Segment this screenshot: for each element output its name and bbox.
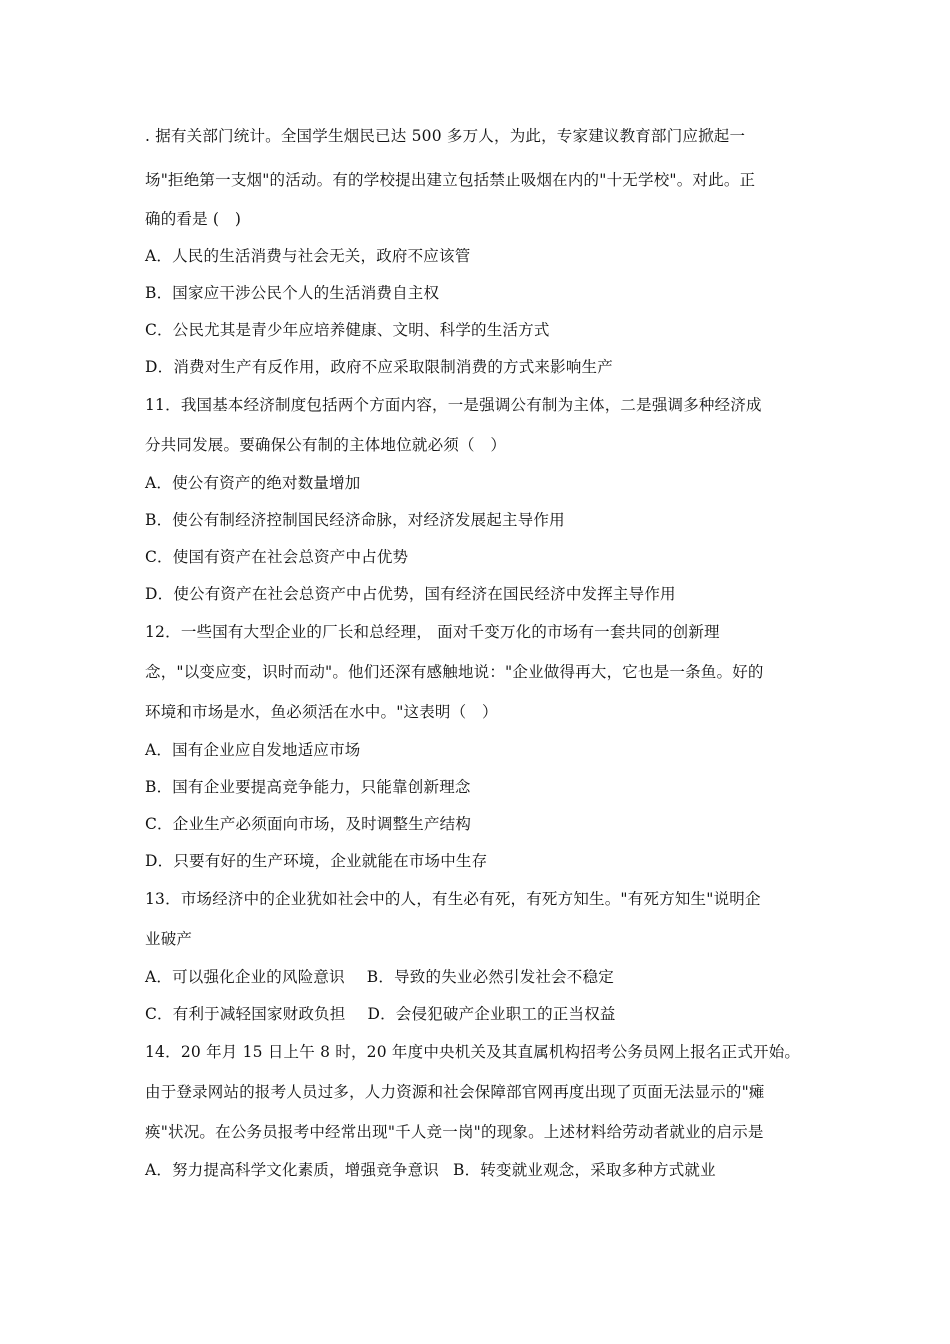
- question-12-option-d: D．只要有好的生产环境，企业就能在市场中生存: [145, 852, 488, 870]
- question-12-option-c: C．企业生产必须面向市场，及时调整生产结构: [145, 815, 472, 833]
- question-11-option-c: C．使国有资产在社会总资产中占优势: [145, 548, 409, 566]
- question-14-stem-line-2: 由于登录网站的报考人员过多，人力资源和社会保障部官网再度出现了页面无法显示的"瘫: [145, 1083, 765, 1101]
- question-12-stem-line-3: 环境和市场是水，鱼必须活在水中。"这表明（ ）: [145, 703, 498, 721]
- question-14-option-row-1: [145, 1160, 825, 1180]
- question-14-option-b: B．转变就业观念，采取多种方式就业: [453, 1161, 716, 1179]
- question-13-option-a: A．可以强化企业的风险意识: [145, 968, 345, 986]
- question-10-stem-line-1: . 据有关部门统计。全国学生烟民已达 500 多万人，为此，专家建议教育部门应掀起一: [145, 127, 746, 145]
- question-13-stem-line-2: 业破产: [145, 930, 193, 948]
- question-12-stem-line-2: 念，"以变应变，识时而动"。他们还深有感触地说："企业做得再大，它也是一条鱼。好的: [145, 663, 764, 681]
- question-13-option-d: D．会侵犯破产企业职工的正当权益: [367, 1005, 616, 1023]
- question-11-stem-line-1: 11．我国基本经济制度包括两个方面内容，一是强调公有制为主体，二是强调多种经济成: [145, 396, 762, 414]
- question-13-stem-line-1: 13．市场经济中的企业犹如社会中的人，有生必有死，有死方知生。"有死方知生"说明企: [145, 890, 761, 908]
- question-10-option-d: D．消费对生产有反作用，政府不应采取限制消费的方式来影响生产: [145, 358, 613, 376]
- question-11-stem-line-2: 分共同发展。要确保公有制的主体地位就必须（ ）: [145, 436, 507, 454]
- question-14-option-a: A．努力提高科学文化素质，增强竞争意识: [145, 1161, 439, 1179]
- question-11-option-d: D．使公有资产在社会总资产中占优势，国有经济在国民经济中发挥主导作用: [145, 585, 676, 603]
- question-14-stem-line-3: 痪"状况。在公务员报考中经常出现"千人竞一岗"的现象。上述材料给劳动者就业的启示是: [145, 1123, 764, 1141]
- question-10-option-a: A．人民的生活消费与社会无关，政府不应该管: [145, 247, 471, 265]
- question-13-option-row-1: [145, 967, 825, 987]
- question-13-option-b: B．导致的失业必然引发社会不稳定: [366, 968, 614, 986]
- question-10-stem-line-2: 场"拒绝第一支烟"的活动。有的学校提出建立包括禁止吸烟在内的"十无学校"。对此。正: [145, 171, 756, 189]
- question-13-option-row-2: [145, 1004, 825, 1024]
- question-14-stem-line-1: 14．20 年月 15 日上午 8 时，20 年度中央机关及其直属机构招考公务员网上报名正式开始。: [145, 1043, 801, 1061]
- question-12-option-a: A．国有企业应自发地适应市场: [145, 741, 361, 759]
- question-13-option-c: C．有利于减轻国家财政负担: [145, 1005, 346, 1023]
- question-11-option-b: B．使公有制经济控制国民经济命脉，对经济发展起主导作用: [145, 511, 565, 529]
- question-11-option-a: A．使公有资产的绝对数量增加: [145, 474, 361, 492]
- question-12-option-b: B．国有企业要提高竞争能力，只能靠创新理念: [145, 778, 471, 796]
- question-12-stem-line-1: 12．一些国有大型企业的厂长和总经理， 面对千变万化的市场有一套共同的创新理: [145, 623, 720, 641]
- question-10-option-b: B．国家应干涉公民个人的生活消费自主权: [145, 284, 440, 302]
- question-10-option-c: C．公民尤其是青少年应培养健康、文明、科学的生活方式: [145, 321, 550, 339]
- question-10-stem-line-3: 确的看是 ( ): [145, 210, 242, 228]
